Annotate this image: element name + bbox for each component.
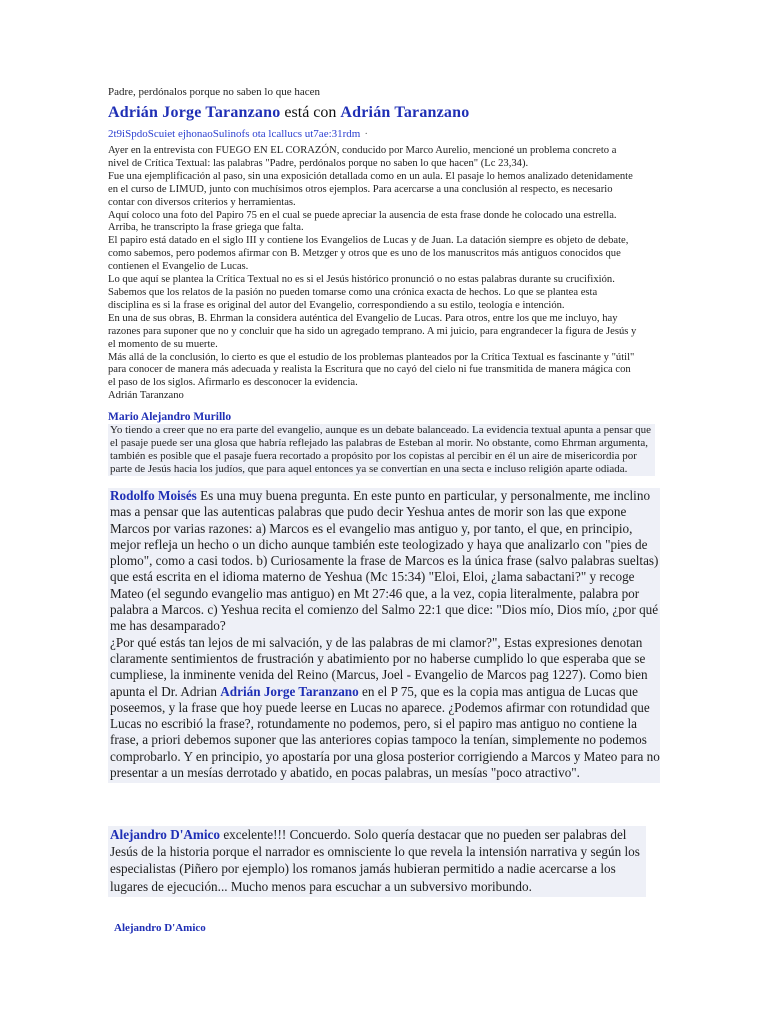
comment-paragraph [110, 635, 660, 782]
mention-link[interactable]: Adrián Jorge Taranzano [220, 683, 359, 699]
comment-3 [108, 826, 646, 897]
tagged-person-link[interactable]: Adrián Taranzano [340, 104, 470, 121]
comment-text: en el P 75, que es la copia mas antigua de Lucas que poseemos, y la frase que hoy puede leerse en Lucas no aparece. ¿Podemos afirmar con rotundidad que Lucas no escribió la frase?, rotundamente no podemos, pero, si el papiro mas antiguo no contiene la frase, a priori debemos suponer que las anteriores copias tampoco la tenían, simplemente no podemos comprobarlo. Y en principio, yo apostaría por una glosa posterior corrigiendo a Marcos y Mateo para no presentar a un mesías derrotado y abatido, en pocas palabras, un mesías "poco atractivo". [110, 683, 660, 781]
comment-author-link[interactable]: Rodolfo Moisés [110, 488, 197, 503]
post-paragraph: En una de sus obras, B. Ehrman la considera auténtica del Evangelio de Lucas. Para otros, entre los que me incluyo, hay razones para suponer que no y concluir que ha sido un agregado temprano. A mi juicio, para engrandecer la figura de Jesús y el momento de su muerte. [108, 312, 637, 350]
comment-text: Yo tiendo a creer que no era parte del evangelio, aunque es un debate balanceado. La evidencia textual apunta a pensar que el pasaje puede ser una glosa que habría reflejado las palabras de Esteban al morir. No obstante, como Ehrman argumenta, también es posible que el pasaje fuera recortado a propósito por los copistas al percibir en él un aire de misericordia por parte de Jesús hacia los judíos, que para aquel entonces ya se convertían en una secta e incluso religión aparte odiada. [110, 424, 652, 475]
post-paragraph: El papiro está datado en el siglo III y contiene los Evangelios de Lucas y de Juan. La datación siempre es objeto de debate, como sabemos, pero podemos afirmar con B. Metzger y otros que es uno de los manuscritos más antiguos conocidos que contienen el Evangelio de Lucas. [108, 235, 629, 273]
post-paragraph: Fue una ejemplificación al paso, sin una exposición detallada como en un aula. El pasaje lo hemos analizado detenidamente en el curso de LIMUD, junto con muchísimos otros ejemplos. Para acercarse a una conclusión al respecto, es necesario contar con diversos criterios y herramientas. [108, 170, 633, 208]
comment-1 [108, 424, 655, 476]
post-timestamp[interactable]: 2t9iSpdoScuiet ejhonaoSulinofs ota lcallucs ut7ae:31rdm [108, 128, 361, 140]
comment-text: Es una muy buena pregunta. En este punto en particular, y personalmente, me inclino mas a pensar que las autenticas palabras que pudo decir Yeshua antes de morir son las que expone Marcos por varias razones: a) Marcos es el evangelio mas antiguo y, por tanto, el que, en principio, mejor refleja un hecho o un dicho aunque también este teologizado y haya que analizarlo con "pies de plomo", como a casi todos. b) Curiosamente la frase de Marcos es la única frase (salvo palabras sueltas) que está escrita en el idioma materno de Yeshua (Mc 15:34) "Eloi, Eloi, ¿lama sabactani?" y recoge Mateo (el segundo evangelio mas antiguo) en Mt 27:46 que, a la vez, copia literalmente, palabra por palabra a Marcos. c) Yeshua recita el comienzo del Salmo 22:1 que dice: "Dios mío, Dios mío, ¿por qué me has desamparado? [110, 488, 659, 634]
document-title: Padre, perdónalos porque no saben lo que hacen [108, 86, 320, 98]
meta-separator: · [364, 128, 369, 140]
post-signature: Adrián Taranzano [108, 390, 184, 402]
comment-text: excelente!!! Concuerdo. Solo quería destacar que no pueden ser palabras del Jesús de la historia porque el narrador es omnisciente lo que revela la intensión narrativa y según los especialistas (Piñero por ejemplo) los romanos jamás hubieran permitido a nadie acercarse a los lugares de ejecución... Mucho menos para escuchar a un subversivo moribundo. [110, 827, 640, 894]
post-paragraph: Ayer en la entrevista con FUEGO EN EL CORAZÓN, conducido por Marco Aurelio, mencioné un problema concreto a nivel de Crítica Textual: las palabras "Padre, perdónalos porque no saben lo que hacen" (Lc 23,34). [108, 145, 617, 169]
comment-author-link[interactable]: Mario Alejandro Murillo [108, 411, 232, 423]
comment-author-link[interactable]: Alejandro D'Amico [110, 827, 221, 842]
post-paragraph: Aquí coloco una foto del Papiro 75 en el cual se puede apreciar la ausencia de esta frase donde he colocado una estrella. Arriba, he transcripto la frase griega que falta. [108, 209, 617, 234]
post-header [108, 104, 469, 122]
post-author-link[interactable]: Adrián Jorge Taranzano [108, 104, 281, 121]
post-paragraph: Más allá de la conclusión, lo cierto es que el estudio de los problemas planteados por la Crítica Textual es fascinante y "útil" para conocer de manera más adecuada y realista la Escritura que no cayó del cielo ni fue transmitida de manera mágica con el paso de los siglos. Afirmarlo es desconocer la evidencia. [108, 351, 635, 389]
post-body [108, 145, 638, 403]
comment-paragraph [110, 488, 660, 635]
comment-2 [108, 488, 660, 783]
post-meta [108, 128, 368, 140]
comment-text: ¿Por qué estás tan lejos de mi salvación, y de las palabras de mi clamor?", Estas expresiones denotan claramente sentimientos de frustración y abatimiento por no haberse cumplido lo que esperaba que se cumpliese, la inminente venida del Reino (Marcus, Joel - Evangelio de Marcos pag 1227). Como bien apunta el Dr. Adrian [110, 634, 648, 699]
footer-author-link[interactable]: Alejandro D'Amico [114, 922, 206, 934]
with-text: está con [284, 104, 337, 121]
post-paragraph: Lo que aquí se plantea la Crítica Textual no es si el Jesús histórico pronunció o no estas palabras durante su crucifixión. Sabemos que los relatos de la pasión no pueden tomarse como una crónica exacta de hechos. Lo que se plantea esta disciplina es si la frase es original del autor del Evangelio, correspondiendo a su estilo, teología e intención. [108, 274, 615, 311]
